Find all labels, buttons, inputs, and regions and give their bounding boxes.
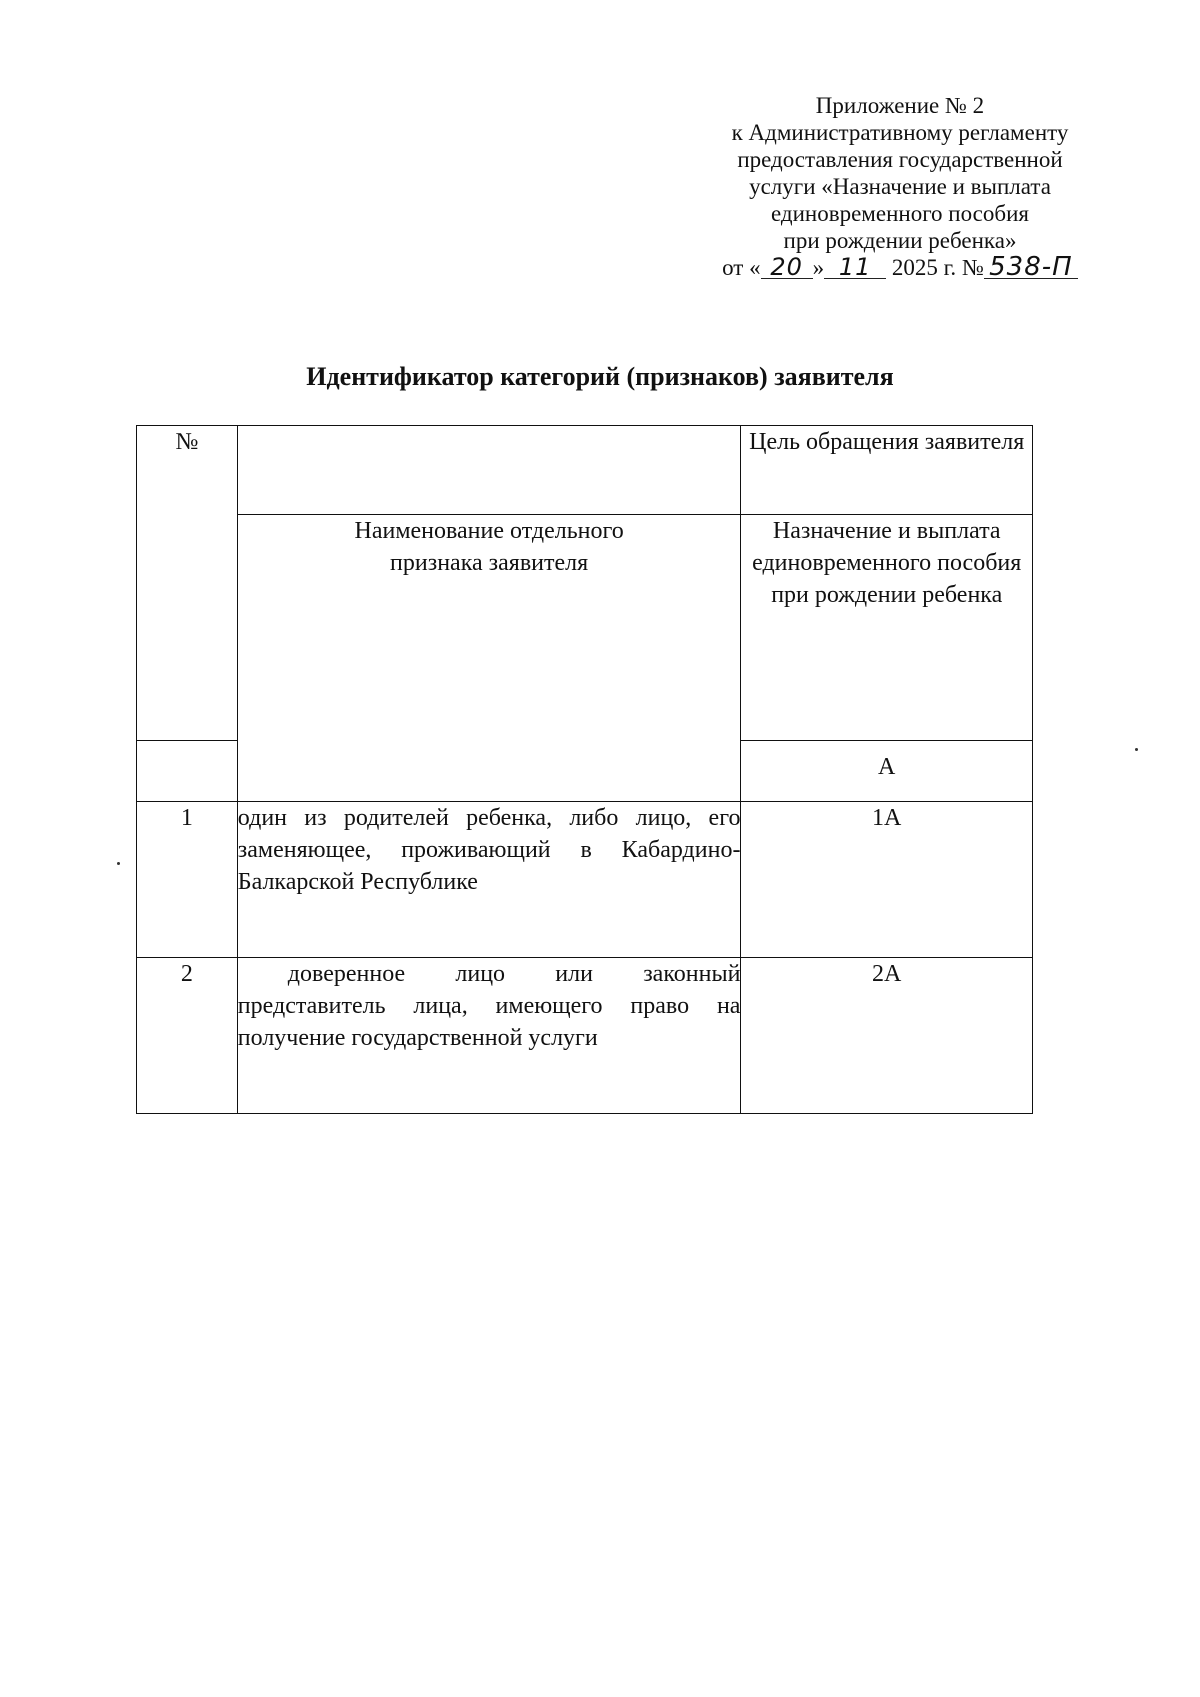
row-num: 1 [180,805,193,831]
header-goal: Цель обращения заявителя [749,429,1025,455]
row-code-cell [741,958,1033,1114]
attachment-line-5: единовременного пособия [771,201,1029,226]
row-name: доверенное лицо или законный представитель лица, имеющего право на получение государственной услуги [237,961,741,1051]
row-name-cell [237,958,741,1114]
identifier-table [136,425,1033,1114]
header-goal-value-cell [741,515,1033,741]
header-blank-cell [237,426,741,515]
document-title: Идентификатор категорий (признаков) заявителя [306,362,894,391]
attachment-line-2: к Административному регламенту [731,120,1069,145]
number-prefix: № [961,255,984,280]
handwritten-month: 11 [824,256,886,279]
date-year: 2025 г. [891,255,957,280]
scan-speck [117,862,120,865]
scan-speck [1135,748,1138,751]
row-code: 2А [872,961,902,987]
row-num: 2 [180,961,193,987]
attachment-header [690,92,1110,281]
header-goal-value: Назначение и выплата единовременного пособия при рождении ребенка [752,518,1022,608]
row-num-cell [137,958,238,1114]
header-num-cell [137,426,238,741]
header-code-cell [741,741,1033,802]
header-name-cell [237,515,741,802]
handwritten-number: 538-П [984,256,1078,279]
header-num: № [175,429,199,455]
attachment-date-line [690,254,1110,281]
row-name-cell [237,802,741,958]
row-name: один из родителей ребенка, либо лицо, его заменяющее, проживающий в Кабардино-Балкарской Республике [237,805,741,895]
attachment-line-1: Приложение № 2 [815,93,985,118]
attachment-line-6: при рождении ребенка» [783,228,1017,253]
header-goal-cell [741,426,1033,515]
attachment-line-4: услуги «Назначение и выплата [749,174,1051,199]
handwritten-day: 20 [761,256,813,279]
table-row [137,802,1033,958]
row-num-cell [137,802,238,958]
date-mid: » [812,255,825,280]
date-prefix: от « [722,255,761,280]
row-code: 1А [872,805,902,831]
header-name: Наименование отдельного признака заявителя [354,518,624,576]
header-code: А [878,754,896,780]
table-subheader-row [137,515,1033,741]
attachment-line-3: предоставления государственной [737,147,1063,172]
header-code-num-cell [137,741,238,802]
table-header-row [137,426,1033,515]
table-row [137,958,1033,1114]
row-code-cell [741,802,1033,958]
